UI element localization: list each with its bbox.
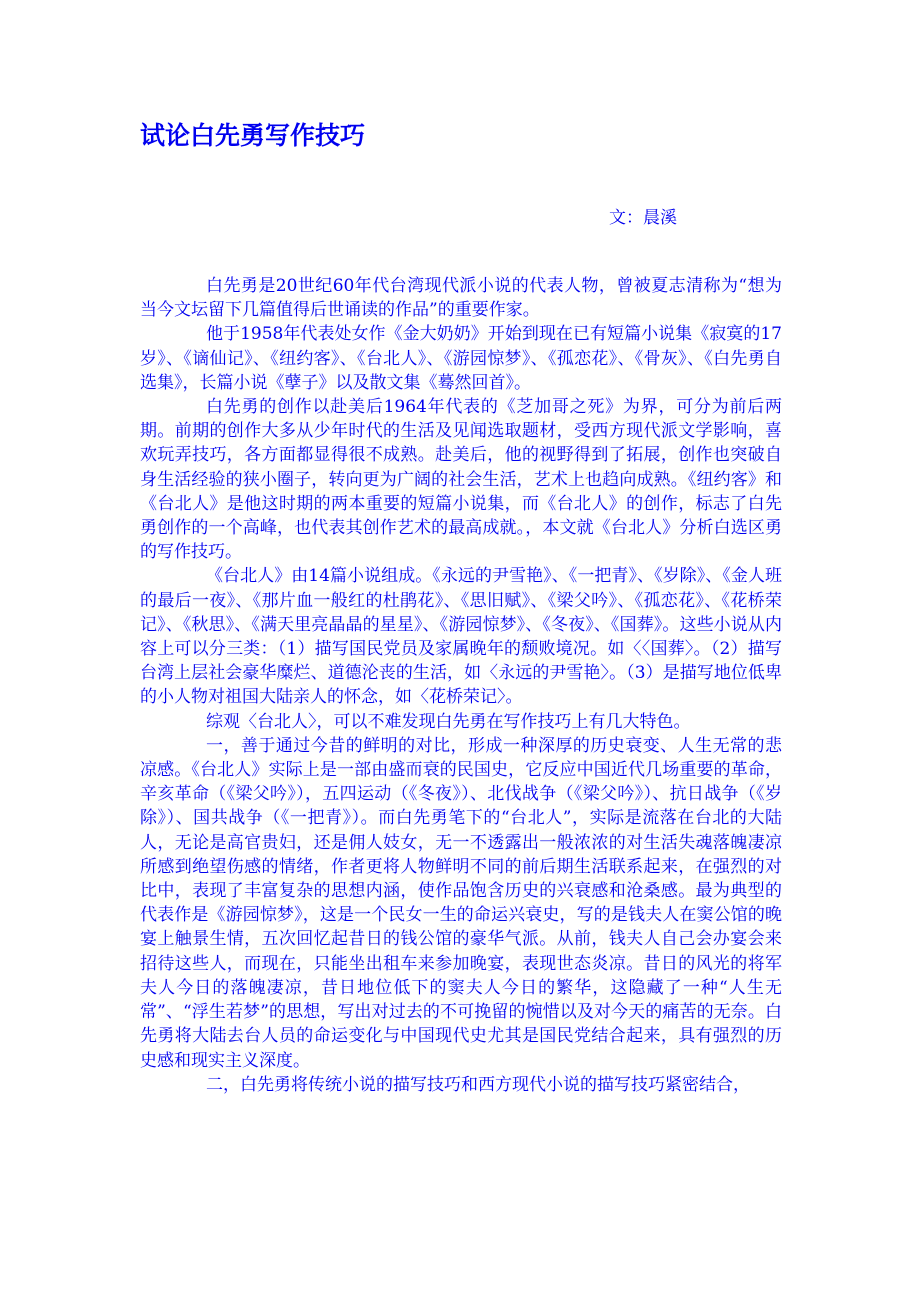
paragraph-overview: 综观〈台北人〉，可以不难发现白先勇在写作技巧上有几大特色。 bbox=[206, 711, 691, 732]
paragraph-point-one: 一，善于通过今昔的鲜明的对比，形成一种深厚的历史衰变、人生无常的悲凉感。《台北人》实际上是一部由盛而衰的民国史，它反应中国近代几场重要的革命，辛亥革命（《梁父吟》），五四运动（《冬夜》）、北伐战争（《梁父吟》）、抗日战争（《岁除》）、国共战争（《一把青》）。而白先勇笔下的“台北人”，实际是流落在台北的大陆人，无论是高官贵妇，还是佣人妓女，无一不透露出一般浓浓的对生活失魂落魄凄凉所感到绝望伤感的情绪，作者更将人物鲜明不同的前后期生活联系起来，在强烈的对比中，表现了丰富复杂的思想内涵，使作品饱含历史的兴衰感和沧桑感。最为典型的代表作是《游园惊梦》，这是一个民女一生的命运兴衰史，写的是钱夫人在窦公馆的晚宴上触景生情，五次回忆起昔日的钱公馆的豪华气派。从前，钱夫人自己会办宴会来招待这些人，而现在，只能坐出租车来参加晚宴，表现世态炎凉。昔日的风光的将军夫人今日的落魄凄凉，昔日地位低下的窦夫人今日的繁华，这隐藏了一种“人生无常”、“浮生若梦”的思想，写出对过去的不可挽留的惋惜以及对今天的痛苦的无奈。白先勇将大陆去台人员的命运变化与中国现代史尤其是国民党结合起来，具有强烈的历史感和现实主义深度。 bbox=[140, 735, 782, 1071]
paragraph-point-two: 二，白先勇将传统小说的描写技巧和西方现代小说的描写技巧紧密结合， bbox=[206, 1074, 750, 1095]
paragraph-works: 他于1958年代表处女作《金大奶奶》开始到现在已有短篇小说集《寂寞的17岁》、《谪仙记》、《纽约客》、《台北人》、《游园惊梦》、《孤恋花》、《骨灰》、《白先勇自选集》，长篇小说《孽子》以及散文集《蓦然回首》。 bbox=[140, 324, 782, 393]
paragraph-intro: 白先勇是20世纪60年代台湾现代派小说的代表人物，曾被夏志清称为“想为当今文坛留下几篇值得后世诵读的作品”的重要作家。 bbox=[140, 276, 782, 321]
document-body bbox=[140, 274, 782, 1097]
paragraph-periods: 白先勇的创作以赴美后1964年代表的《芝加哥之死》为界，可分为前后两期。前期的创作大多从少年时代的生活及见闻选取题材，受西方现代派文学影响，喜欢玩弄技巧，各方面都显得很不成熟。赴美后，他的视野得到了拓展，创作也突破自身生活经验的狭小圈子，转向更为广阔的社会生活，艺术上也趋向成熟。《纽约客》和《台北人》是他这时期的两本重要的短篇小说集，而《台北人》的创作，标志了白先勇创作的一个高峰，也代表其创作艺术的最高成就。，本文就《台北人》分析白选区勇的写作技巧。 bbox=[140, 397, 782, 563]
author-line: 文：晨溪 bbox=[609, 208, 677, 228]
paragraph-taipei-people: 《台北人》由14篇小说组成。《永远的尹雪艳》、《一把青》、《岁除》、《金人班的最后一夜》、《那片血一般红的杜鹃花》、《思旧赋》、《梁父吟》、《孤恋花》、《花桥荣记》、《秋思》、《满天里亮晶晶的星星》、《游园惊梦》、《冬夜》、《国葬》。这些小说从内容上可以分三类：（1）描写国民党员及家属晚年的颓败境况。如〈〈国葬〉。（2）描写台湾上层社会豪华糜烂、道德沦丧的生活，如〈永远的尹雪艳〉。（3）是描写地位低卑的小人物对祖国大陆亲人的怀念，如〈花桥荣记〉。 bbox=[140, 566, 782, 708]
document-title: 试论白先勇写作技巧 bbox=[140, 121, 366, 150]
